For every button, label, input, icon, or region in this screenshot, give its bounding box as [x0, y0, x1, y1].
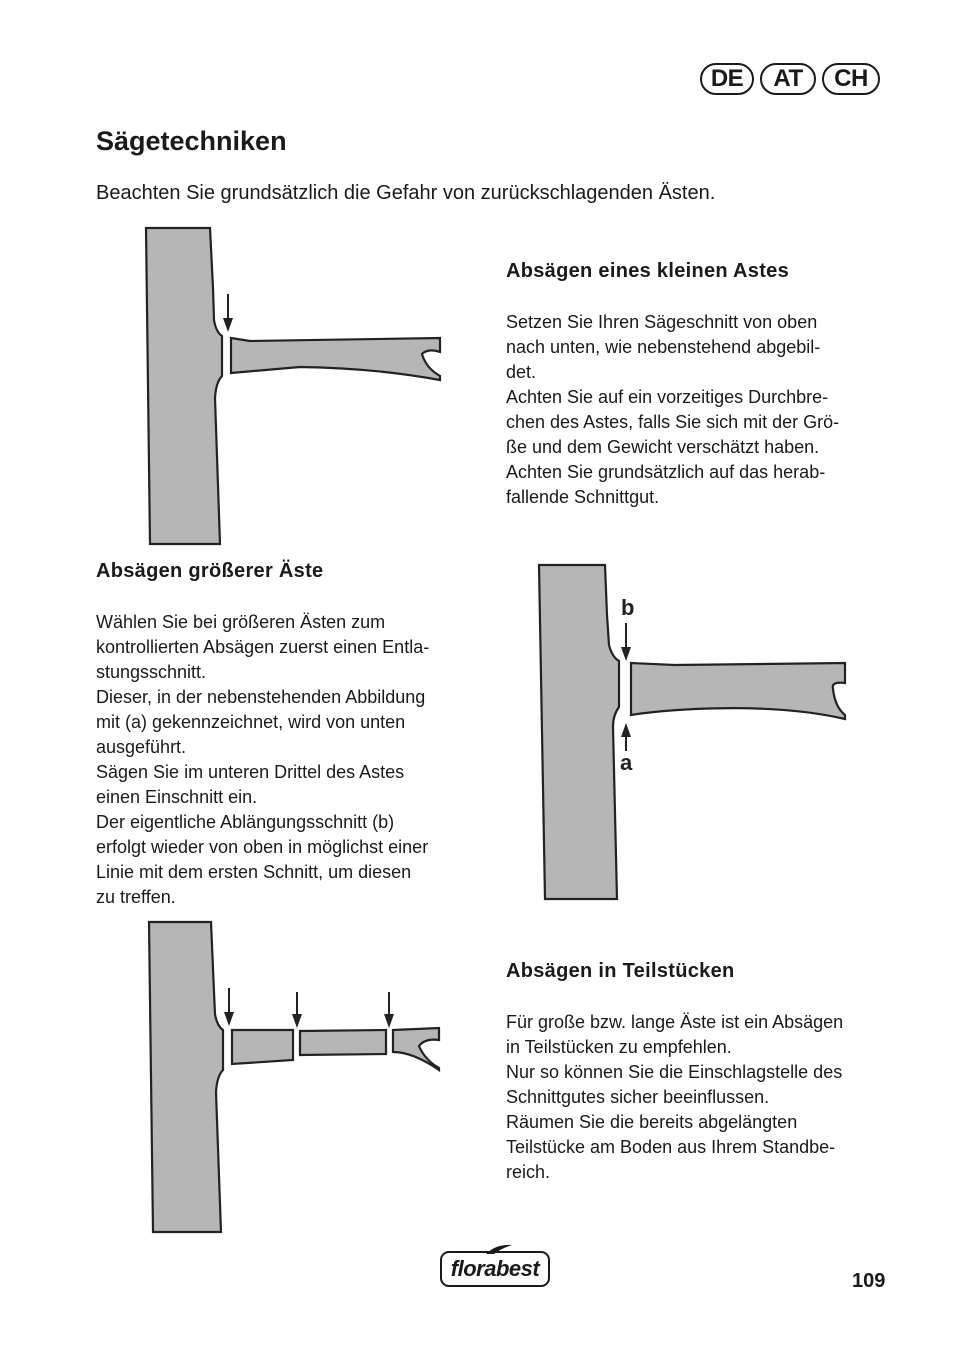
figure-small-branch-cut	[140, 228, 450, 544]
branch-segment-3	[393, 1028, 439, 1070]
cut-arrow	[223, 294, 233, 332]
intro-text: Beachten Sie grundsätzlich die Gefahr von zurückschlagenden Ästen.	[96, 182, 716, 204]
branch-segment-2	[300, 1030, 386, 1055]
brand-logo: florabest	[440, 1251, 550, 1287]
branch	[631, 663, 845, 719]
tree-trunk	[149, 922, 223, 1232]
section-body-larger-branches: Wählen Sie bei größeren Ästen zum kontrollierten Absägen zuerst einen Entla- stungsschnitt. Dieser, in der nebenstehenden Abbildung mit (a) gekennzeichnet, wird von unten ausgeführt. Sägen Sie im unteren Drittel des Astes einen Einschnitt ein. Der eigentliche Ablängungsschnitt (b) erfolgt wieder von oben in möglichst einer Linie mit dem ersten Schnitt, um diesen zu treffen.	[96, 612, 430, 907]
label-b: b	[621, 595, 635, 620]
cut-arrow-b	[621, 623, 631, 661]
cut-arrow-2	[292, 992, 302, 1028]
cut-arrow-3	[384, 992, 394, 1028]
branch	[231, 338, 440, 380]
page-number: 109	[852, 1270, 886, 1292]
section-heading-larger-branches: Absägen größerer Äste	[96, 560, 324, 582]
tree-trunk	[146, 228, 222, 544]
tree-trunk	[539, 565, 619, 899]
figure-relief-cut	[535, 565, 847, 899]
section-body-sections: Für große bzw. lange Äste ist ein Absägen in Teilstücken zu empfehlen. Nur so können Sie die Einschlagstelle des Schnittgutes sicher beeinflussen. Räumen Sie die bereits abgelängten Teilstücke am Boden aus Ihrem Standbe- reich.	[506, 1012, 844, 1182]
page-title: Sägetechniken	[96, 126, 287, 156]
section-heading-sections: Absägen in Teilstücken	[506, 960, 735, 982]
cut-arrow-a	[621, 723, 631, 751]
branch-segment-1	[232, 1030, 293, 1064]
language-badge-de: DE	[700, 63, 754, 95]
cut-arrow-1	[224, 988, 234, 1026]
section-body-small-branch: Setzen Sie Ihren Sägeschnitt von oben nach unten, wie nebenstehend abgebil- det. Achten Sie auf ein vorzeitiges Durchbre- chen des Astes, falls Sie sich mit der Grö- ße und dem Gewicht verschätzt haben. Achten Sie grundsätzlich auf das herab- fallende Schnittgut.	[506, 312, 840, 507]
figure-sectional-cut	[143, 922, 443, 1232]
label-a: a	[620, 750, 633, 775]
language-badge-at: AT	[760, 63, 816, 95]
language-badges	[700, 63, 880, 95]
language-badge-ch: CH	[822, 63, 880, 95]
section-heading-small-branch: Absägen eines kleinen Astes	[506, 260, 790, 282]
